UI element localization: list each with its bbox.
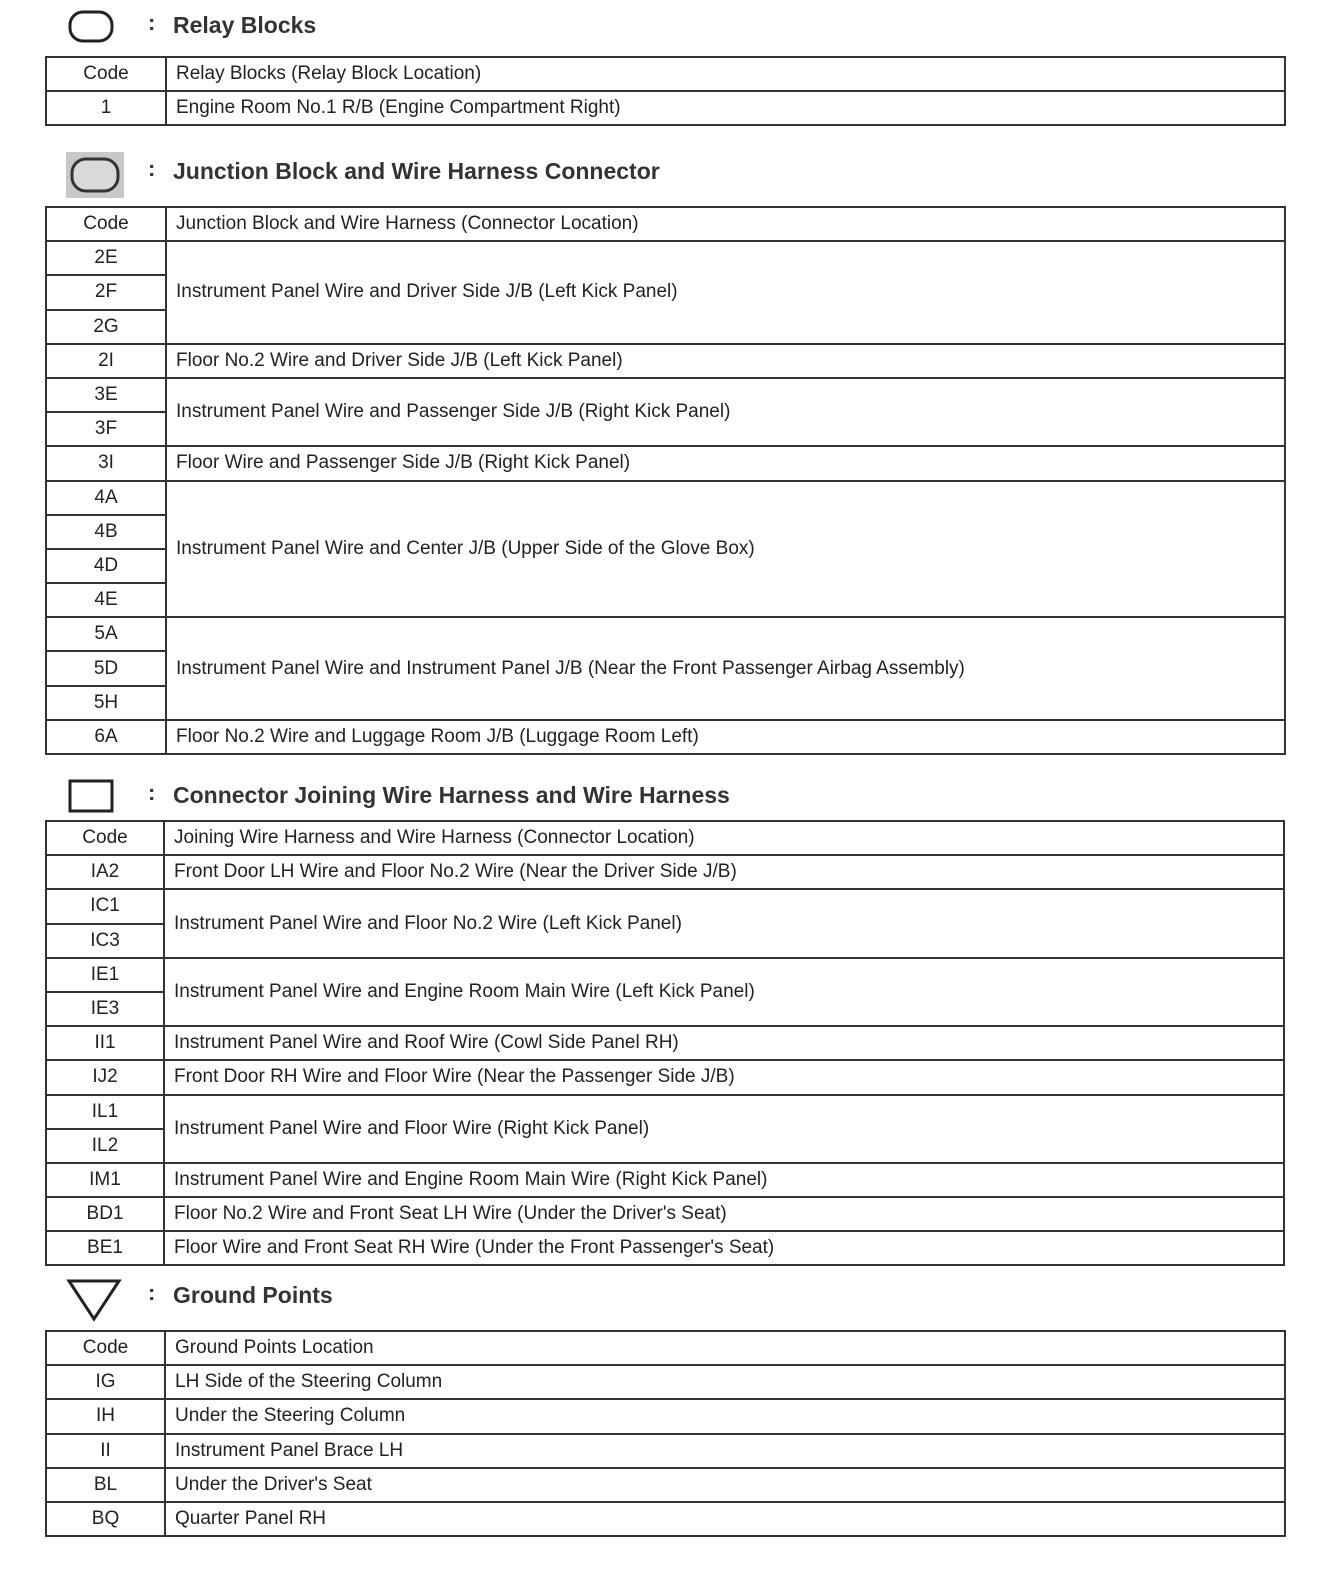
location-cell: Instrument Panel Wire and Engine Room Main Wire (Right Kick Panel): [164, 1163, 1284, 1197]
code-cell: 4D: [46, 549, 166, 583]
location-cell: Floor Wire and Front Seat RH Wire (Under the Front Passenger's Seat): [164, 1231, 1284, 1265]
code-cell: IE3: [46, 992, 164, 1026]
table-row: [46, 855, 1284, 889]
table-row: [46, 889, 1284, 923]
location-cell: Instrument Panel Brace LH: [165, 1434, 1285, 1468]
location-cell: Under the Driver's Seat: [165, 1468, 1285, 1502]
code-cell: IL2: [46, 1129, 164, 1163]
location-cell: Floor No.2 Wire and Front Seat LH Wire (Under the Driver's Seat): [164, 1197, 1284, 1231]
code-cell: 4E: [46, 583, 166, 617]
location-cell: Instrument Panel Wire and Engine Room Main Wire (Left Kick Panel): [164, 958, 1284, 1026]
ground-point-symbol-icon: [66, 1278, 122, 1322]
location-cell: Under the Steering Column: [165, 1399, 1285, 1433]
table-row: [46, 481, 1285, 515]
code-cell: 2I: [46, 344, 166, 378]
code-cell: 3E: [46, 378, 166, 412]
section-title: Connector Joining Wire Harness and Wire Harness: [173, 782, 730, 808]
table-row: [46, 1502, 1285, 1536]
table-row: [46, 241, 1285, 275]
section-title: Ground Points: [173, 1282, 333, 1308]
location-cell: Instrument Panel Wire and Driver Side J/B (Left Kick Panel): [166, 241, 1285, 344]
code-cell: 4A: [46, 481, 166, 515]
code-cell: 5H: [46, 686, 166, 720]
table-row: [46, 958, 1284, 992]
table-header-row: [46, 207, 1285, 241]
code-cell: IL1: [46, 1095, 164, 1129]
location-cell: Instrument Panel Wire and Floor Wire (Right Kick Panel): [164, 1095, 1284, 1163]
table-row: [46, 1163, 1284, 1197]
heading-colon: :: [148, 156, 156, 181]
location-cell: Instrument Panel Wire and Instrument Panel J/B (Near the Front Passenger Airbag Assembly): [166, 617, 1285, 720]
table-row: [46, 1060, 1284, 1094]
table-row: [46, 1365, 1285, 1399]
location-cell: Floor No.2 Wire and Driver Side J/B (Left Kick Panel): [166, 344, 1285, 378]
location-cell: Front Door LH Wire and Floor No.2 Wire (Near the Driver Side J/B): [164, 855, 1284, 889]
code-cell: 6A: [46, 720, 166, 754]
heading-colon: :: [148, 780, 156, 805]
location-header: Relay Blocks (Relay Block Location): [166, 57, 1285, 91]
location-cell: Instrument Panel Wire and Roof Wire (Cowl Side Panel RH): [164, 1026, 1284, 1060]
heading-colon: :: [148, 1280, 156, 1305]
location-cell: Quarter Panel RH: [165, 1502, 1285, 1536]
code-header: Code: [46, 1331, 165, 1365]
code-cell: 2G: [46, 310, 166, 344]
code-cell: BL: [46, 1468, 165, 1502]
location-header: Joining Wire Harness and Wire Harness (Connector Location): [164, 821, 1284, 855]
table-header-row: [46, 821, 1284, 855]
location-cell: Floor Wire and Passenger Side J/B (Right Kick Panel): [166, 446, 1285, 480]
location-cell: Instrument Panel Wire and Passenger Side J/B (Right Kick Panel): [166, 378, 1285, 446]
code-header: Code: [46, 821, 164, 855]
location-cell: Engine Room No.1 R/B (Engine Compartment Right): [166, 91, 1285, 125]
table-row: [46, 1468, 1285, 1502]
connector-joining-table: [45, 820, 1285, 1266]
code-cell: BQ: [46, 1502, 165, 1536]
connector-symbol-icon: [68, 779, 114, 813]
code-cell: IJ2: [46, 1060, 164, 1094]
section-title: Relay Blocks: [173, 12, 317, 38]
code-header: Code: [46, 207, 166, 241]
table-row: [46, 1095, 1284, 1129]
table-row: [46, 378, 1285, 412]
table-row: [46, 446, 1285, 480]
junction-block-symbol-icon: [66, 152, 124, 198]
code-cell: 3F: [46, 412, 166, 446]
location-header: Ground Points Location: [165, 1331, 1285, 1365]
code-cell: II: [46, 1434, 165, 1468]
table-row: [46, 344, 1285, 378]
location-cell: LH Side of the Steering Column: [165, 1365, 1285, 1399]
code-cell: IG: [46, 1365, 165, 1399]
heading-colon: :: [148, 10, 156, 35]
code-cell: 4B: [46, 515, 166, 549]
code-cell: 1: [46, 91, 166, 125]
table-row: [46, 1399, 1285, 1433]
table-row: [46, 720, 1285, 754]
location-cell: Instrument Panel Wire and Floor No.2 Wire (Left Kick Panel): [164, 889, 1284, 957]
section-title: Junction Block and Wire Harness Connector: [173, 158, 660, 184]
table-row: [46, 1434, 1285, 1468]
code-cell: IC1: [46, 889, 164, 923]
code-cell: II1: [46, 1026, 164, 1060]
table-row: [46, 1231, 1284, 1265]
location-cell: Floor No.2 Wire and Luggage Room J/B (Luggage Room Left): [166, 720, 1285, 754]
code-cell: BD1: [46, 1197, 164, 1231]
table-row: [46, 1026, 1284, 1060]
relay-block-symbol-icon: [68, 10, 114, 44]
code-cell: 3I: [46, 446, 166, 480]
code-cell: BE1: [46, 1231, 164, 1265]
location-header: Junction Block and Wire Harness (Connector Location): [166, 207, 1285, 241]
code-cell: 5D: [46, 651, 166, 685]
location-cell: Front Door RH Wire and Floor Wire (Near the Passenger Side J/B): [164, 1060, 1284, 1094]
location-cell: Instrument Panel Wire and Center J/B (Upper Side of the Glove Box): [166, 481, 1285, 618]
code-header: Code: [46, 57, 166, 91]
relay-blocks-table: [45, 56, 1286, 126]
code-cell: IM1: [46, 1163, 164, 1197]
code-cell: 2F: [46, 275, 166, 309]
ground-points-table: [45, 1330, 1286, 1537]
code-cell: IC3: [46, 924, 164, 958]
table-row: [46, 91, 1285, 125]
code-cell: 2E: [46, 241, 166, 275]
table-header-row: [46, 57, 1285, 91]
code-cell: IA2: [46, 855, 164, 889]
junction-block-table: [45, 206, 1286, 755]
code-cell: IH: [46, 1399, 165, 1433]
table-row: [46, 1197, 1284, 1231]
code-cell: 5A: [46, 617, 166, 651]
code-cell: IE1: [46, 958, 164, 992]
table-header-row: [46, 1331, 1285, 1365]
table-row: [46, 617, 1285, 651]
